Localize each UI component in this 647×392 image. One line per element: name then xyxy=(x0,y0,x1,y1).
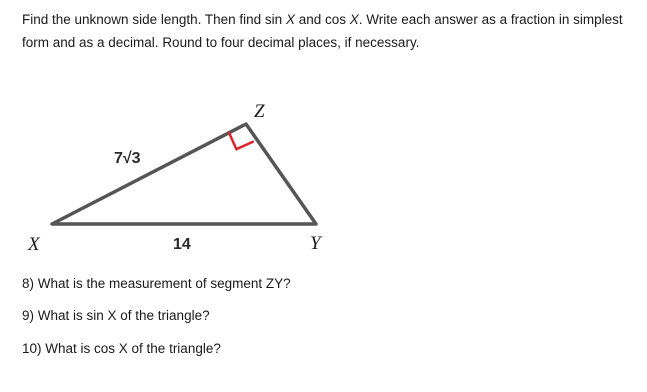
right-angle-marker xyxy=(229,132,254,149)
question-10: 10) What is cos X of the triangle? xyxy=(22,341,221,356)
variable-x-2: X xyxy=(349,12,359,27)
triangle-shape xyxy=(52,124,316,224)
vertex-y-label: Y xyxy=(310,233,321,254)
vertex-z-label: Z xyxy=(254,101,265,122)
instructions-part-3: . Write each answer as a fraction in simplest form and as a decimal. Round to four decimal places, if necessary. xyxy=(22,12,623,50)
vertex-x-label: X xyxy=(28,234,40,255)
side-xy-label: 14 xyxy=(173,236,191,253)
variable-x-1: X xyxy=(285,12,295,27)
question-9: 9) What is sin X of the triangle? xyxy=(22,308,210,323)
instructions-part-2: and cos xyxy=(294,12,350,27)
instructions-part-1: Find the unknown side length. Then find sin xyxy=(22,12,286,27)
side-xz-label: 7√3 xyxy=(114,150,141,167)
question-8: 8) What is the measurement of segment ZY? xyxy=(22,276,291,291)
